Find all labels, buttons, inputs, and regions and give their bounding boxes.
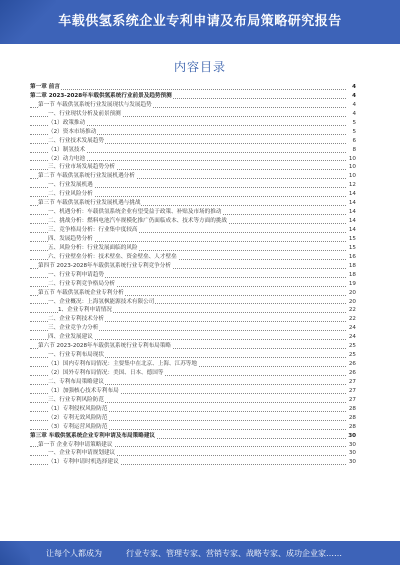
toc-entry-text: 第六节 2023-2028年车载供氢系统行业专利布局策略 xyxy=(38,343,171,350)
toc-entry-page: 16 xyxy=(348,253,356,260)
toc-entry-page: 5 xyxy=(352,128,356,135)
toc-entry-page: 20 xyxy=(348,298,356,305)
toc-entry-page: 30 xyxy=(348,459,356,466)
toc-entry-page: 24 xyxy=(348,325,356,332)
toc-entry[interactable] xyxy=(30,441,356,450)
toc-entry-text: （1）加强核心技术专利布局 xyxy=(48,387,119,394)
toc-entry[interactable] xyxy=(30,163,356,172)
footer-slogan: 让每个人都成为 xyxy=(46,549,102,558)
toc-entry-text: 第二节 车载供氢系统行业发展机遇分析 xyxy=(38,173,135,180)
toc-entry[interactable] xyxy=(30,378,356,387)
toc-entry[interactable] xyxy=(30,405,356,414)
toc-entry-text: 一、企业专利申请规划建议 xyxy=(48,450,116,457)
toc-entry[interactable] xyxy=(30,449,356,458)
toc-entry[interactable] xyxy=(30,146,356,155)
toc-entry[interactable] xyxy=(30,360,356,369)
toc-entry[interactable] xyxy=(30,315,356,324)
toc-entry[interactable] xyxy=(30,342,356,351)
toc-entry[interactable] xyxy=(30,262,356,271)
table-of-contents xyxy=(30,83,356,467)
toc-entry-page: 24 xyxy=(348,334,356,341)
toc-title: 内容目录 xyxy=(173,60,226,74)
toc-entry-page: 18 xyxy=(348,271,356,278)
toc-entry[interactable] xyxy=(30,414,356,423)
toc-entry-text: 第三章 车载供氢系统企业专利申请及布局策略建议 xyxy=(30,432,156,439)
toc-entry-text: （1）国内专利布局情况：主要集中在北京、上海、江苏等地 xyxy=(48,361,197,368)
toc-entry-page: 22 xyxy=(348,316,356,323)
toc-entry[interactable] xyxy=(30,128,356,137)
toc-entry-text: 第一章 前言 xyxy=(30,84,60,90)
toc-entry-page: 26 xyxy=(348,370,356,376)
toc-entry-text: 三、竞争格局分析：行业集中度较高 xyxy=(48,227,138,233)
toc-entry[interactable] xyxy=(30,226,356,235)
toc-entry-text: 二、行业技术发展趋势 xyxy=(48,137,104,144)
toc-entry-text: （2）资本市场推动 xyxy=(48,128,97,135)
toc-entry-text: 一、行业专利布局现状 xyxy=(48,352,104,359)
toc-entry-page: 8 xyxy=(352,146,356,153)
toc-entry-page: 30 xyxy=(348,432,356,439)
toc-entry[interactable] xyxy=(30,289,356,298)
toc-entry[interactable] xyxy=(30,369,356,378)
toc-entry[interactable] xyxy=(30,181,356,190)
toc-entry-text: 一、行业专利申请趋势 xyxy=(48,271,104,278)
toc-entry-page: 15 xyxy=(348,235,356,242)
toc-entry-page: 28 xyxy=(348,405,356,412)
toc-entry-page: 27 xyxy=(348,378,356,385)
toc-entry[interactable] xyxy=(30,324,356,333)
toc-entry-page: 14 xyxy=(348,200,356,207)
toc-entry[interactable] xyxy=(30,199,356,208)
toc-entry-page: 4 xyxy=(352,84,356,90)
toc-entry-page: 18 xyxy=(348,262,356,269)
toc-entry-page: 28 xyxy=(348,414,356,421)
toc-entry-page: 25 xyxy=(348,343,356,350)
toc-entry-text: 第三节 车载供氢系统行业发展机遇与挑战 xyxy=(38,200,141,207)
toc-entry-text: （1）制氢技术 xyxy=(48,146,86,153)
toc-entry-text: 一、行业现状分析及前景预测 xyxy=(48,110,121,117)
report-footer xyxy=(0,541,400,565)
toc-entry-page: 14 xyxy=(348,218,356,225)
toc-entry-text: 二、挑战分析：燃料电池汽车规模化推广仍面临成本、技术等方面的挑战 xyxy=(48,218,228,225)
toc-entry[interactable] xyxy=(30,351,356,360)
toc-entry-page: 4 xyxy=(352,110,356,117)
toc-entry-page: 5 xyxy=(352,119,356,126)
toc-entry-text: （3）专利运营风险防范 xyxy=(48,423,108,430)
toc-entry-text: 四、企业发展建议 xyxy=(48,334,93,341)
toc-entry-text: （2）专利无效风险防范 xyxy=(48,414,108,421)
toc-entry-text: 二、企业专利技术分析 xyxy=(48,316,104,323)
toc-entry-text: （1）专利申请时机选择建议 xyxy=(48,459,119,466)
toc-entry[interactable] xyxy=(30,155,356,164)
toc-entry-page: 4 xyxy=(352,92,356,99)
toc-entry-text: 第一节 企业专利申请策略建议 xyxy=(38,441,113,448)
toc-entry[interactable] xyxy=(30,92,356,101)
toc-entry[interactable] xyxy=(30,432,356,441)
toc-entry-text: 三、行业专利风险防范 xyxy=(48,396,104,403)
toc-entry[interactable] xyxy=(30,298,356,307)
footer-decoration xyxy=(0,541,30,565)
toc-entry-page: 14 xyxy=(348,209,356,216)
toc-entry[interactable] xyxy=(30,458,356,467)
toc-entry-page: 30 xyxy=(348,441,356,448)
toc-entry[interactable] xyxy=(30,387,356,396)
toc-entry-text: 第一节 车载供氢系统行业发展现状与发展趋势 xyxy=(38,101,152,108)
toc-entry-text: 1、企业专利申请情况 xyxy=(58,307,112,314)
report-header xyxy=(0,0,400,44)
toc-entry-page: 12 xyxy=(348,182,356,189)
toc-entry[interactable] xyxy=(30,423,356,432)
toc-entry-page: 15 xyxy=(348,244,356,251)
toc-entry[interactable] xyxy=(30,271,356,280)
toc-entry[interactable] xyxy=(30,172,356,181)
toc-entry-text: （1）政策推动 xyxy=(48,119,86,126)
toc-entry-page: 22 xyxy=(348,307,356,314)
toc-entry-text: 三、行业市场发展趋势分析 xyxy=(48,164,116,171)
toc-entry[interactable] xyxy=(30,190,356,199)
toc-entry-text: （2）动力电池 xyxy=(48,155,86,162)
toc-entry-page: 25 xyxy=(348,352,356,359)
toc-entry[interactable] xyxy=(30,217,356,226)
toc-entry[interactable] xyxy=(30,333,356,342)
toc-entry[interactable] xyxy=(30,83,356,92)
toc-entry-text: 一、行业发展机遇 xyxy=(48,182,93,189)
toc-entry[interactable] xyxy=(30,119,356,128)
toc-entry[interactable] xyxy=(30,306,356,315)
toc-entry[interactable] xyxy=(30,244,356,253)
toc-entry-page: 30 xyxy=(348,450,356,457)
toc-entry-text: 四、发展趋势分析 xyxy=(48,235,93,242)
toc-entry-page: 4 xyxy=(352,101,356,108)
toc-entry[interactable] xyxy=(30,253,356,262)
toc-entry[interactable] xyxy=(30,280,356,289)
toc-entry-page: 10 xyxy=(348,173,356,180)
toc-entry-text: 第二章 2023-2028年车载供氢系统行业前景及趋势预测 xyxy=(30,92,172,99)
toc-entry-page: 27 xyxy=(348,396,356,403)
toc-entry-text: 第四节 2023-2028年车载供氢系统行业专利竞争分析 xyxy=(38,262,171,269)
toc-entry-text: 五、风险分析：行业发展面临的风险 xyxy=(48,244,138,251)
toc-entry-text: 六、行业壁垒分析：技术壁垒、资金壁垒、人才壁垒 xyxy=(48,253,177,260)
toc-entry[interactable] xyxy=(30,110,356,119)
toc-entry-text: 第五节 车载供氢系统企业专利分析 xyxy=(38,289,124,296)
toc-entry-page: 28 xyxy=(348,423,356,430)
footer-roles: 行业专家、管理专家、营销专家、战略专家、成功企业家…… xyxy=(126,549,342,558)
toc-entry-text: 二、行业专利竞争格局分析 xyxy=(48,280,116,287)
toc-entry-text: 三、企业竞争力分析 xyxy=(48,325,99,332)
toc-entry-page: 26 xyxy=(348,361,356,368)
toc-entry-text: （1）专利侵权风险防范 xyxy=(48,405,108,412)
toc-entry-page: 10 xyxy=(348,164,356,171)
report-title: 车载供氢系统企业专利申请及布局策略研究报告 xyxy=(58,14,342,29)
toc-entry-page: 19 xyxy=(348,280,356,287)
toc-entry-text: 二、专利布局策略建议 xyxy=(48,378,104,385)
toc-entry-text: （2）国外专利布局情况：美国、日本、德国等 xyxy=(48,370,164,376)
toc-entry-page: 6 xyxy=(352,137,356,144)
toc-entry[interactable] xyxy=(30,235,356,244)
toc-entry-text: 二、行业风险分析 xyxy=(48,191,93,198)
toc-entry-text: 一、企业概况：上海氢枫能源技术有限公司 xyxy=(48,298,155,305)
toc-entry-page: 10 xyxy=(348,155,356,162)
toc-leader-dots xyxy=(30,89,346,90)
toc-entry-page: 14 xyxy=(348,227,356,233)
toc-entry-page: 14 xyxy=(348,191,356,198)
toc-entry-text: 一、机遇分析：车载供氢系统企业有望受益于政策、补贴及市场的推动 xyxy=(48,209,222,216)
toc-entry[interactable] xyxy=(30,101,356,110)
toc-entry[interactable] xyxy=(30,137,356,146)
toc-entry[interactable] xyxy=(30,208,356,217)
toc-entry-page: 27 xyxy=(348,387,356,394)
toc-entry[interactable] xyxy=(30,396,356,405)
toc-entry-page: 20 xyxy=(348,289,356,296)
